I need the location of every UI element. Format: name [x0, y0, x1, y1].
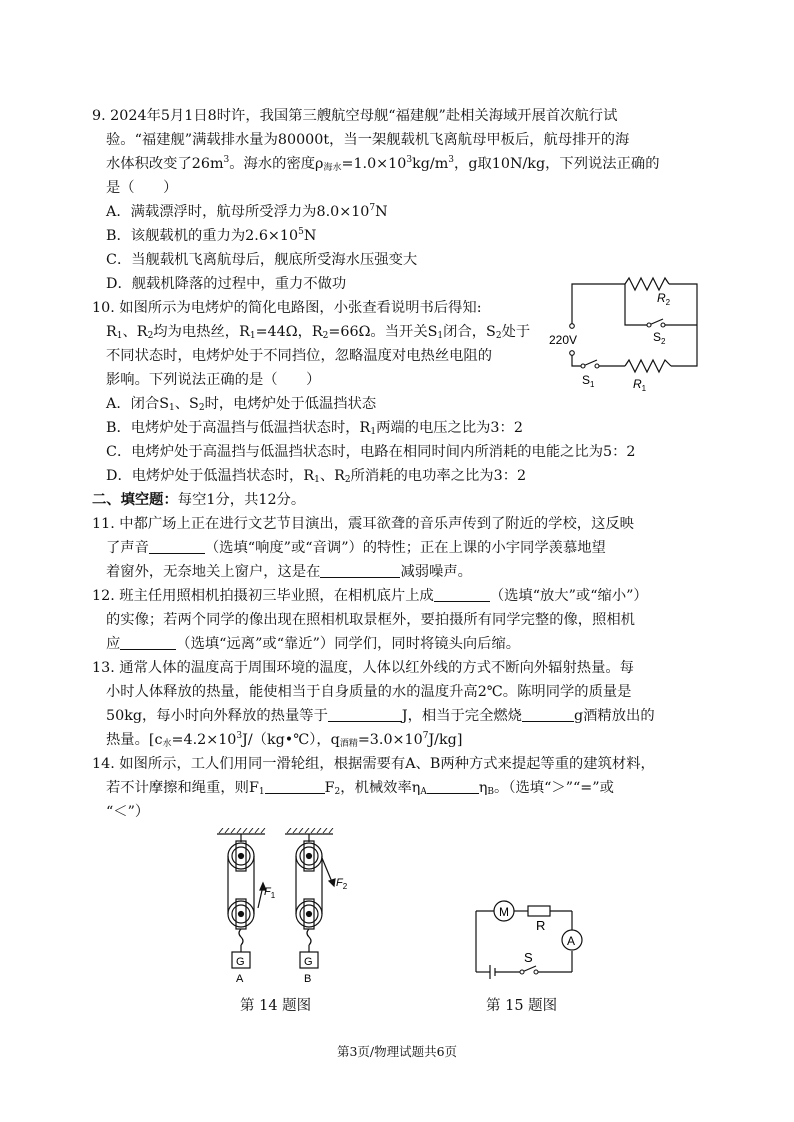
- ammeter-label: A: [567, 934, 576, 948]
- r2-label: R: [657, 291, 666, 305]
- motor-label: M: [499, 905, 509, 919]
- q13-line4: 热量。[$c_水=4.2\times 10^3J/(kg•℃)$，$q_{酒精}=3.0\times 10^7J/kg$]: [106, 731, 463, 749]
- svg-text:R1: $R_1$: [633, 377, 647, 393]
- page-footer: 第3页/物理试题共6页: [336, 1044, 458, 1059]
- q13-line1: 13. 通常人体的温度高于周围环境的温度，人体以红外线的方式不断向外辐射热量。每: [92, 660, 634, 676]
- q14-line2: 若不计摩擦和绳重，则$F_1$ $F_2$，机械效率$\eta_A$ $\eta_B$。（选填“＞”“=”或: [106, 780, 614, 797]
- q10-option-c: C．电烤炉处于高温挡与低温挡状态时，电路在相同时间内所消耗的电能之比为5：2: [106, 444, 636, 460]
- q10-option-d: D．电烤炉处于低温挡状态时，$R_1$、$R_2$所消耗的电功率之比为3：2: [106, 468, 527, 485]
- q13-line3: 50kg，每小时向外释放的热量等于 J，相当于完全燃烧 g酒精放出的: [106, 708, 655, 724]
- q11-line1: 11. 中都广场上正在进行文艺节目演出，震耳欲聋的音乐声传到了附近的学校，这反映: [92, 516, 634, 532]
- q9-line4: 是（ ）: [106, 180, 178, 196]
- answer-blank[interactable]: [434, 587, 490, 602]
- force-f1-label: F: [264, 886, 271, 898]
- voltage-label: 220V: [549, 333, 578, 347]
- answer-blank[interactable]: [522, 707, 574, 722]
- fig14-caption: 第 14 题图: [240, 998, 312, 1014]
- q9-option-a: A．满载漂浮时，航母所受浮力为$8.0\times 10^7N$: [106, 203, 388, 220]
- q10-line4: 影响。下列说法正确的是（ ）: [106, 372, 321, 388]
- weight-b-label: G: [304, 956, 313, 968]
- svg-text:F2: $F_2$: [336, 877, 348, 891]
- answer-blank[interactable]: [427, 779, 479, 794]
- pulley-diagram-q14: [205, 828, 375, 988]
- fig15-caption: 第 15 题图: [486, 998, 558, 1014]
- answer-blank[interactable]: [149, 539, 205, 554]
- svg-text:S2: $S_2$: [653, 330, 666, 346]
- q12-line2: 的实像；若两个同学的像出现在照相机取景框外，要拍摄所有同学完整的像，照相机: [106, 612, 635, 628]
- setup-a-label: A: [236, 973, 244, 985]
- answer-blank[interactable]: [328, 707, 402, 722]
- q13-line2: 小时人体释放的热量，能使相当于自身质量的水的温度升高2℃。陈明同学的质量是: [106, 684, 632, 700]
- answer-blank[interactable]: [120, 635, 176, 650]
- answer-blank[interactable]: [320, 563, 400, 578]
- weight-a-label: G: [236, 956, 245, 968]
- q9-line1: 9. 2024年5月1日8时许，我国第三艘航空母舰“福建舰”赴相关海域开展首次航行试: [92, 108, 618, 124]
- q12-line3: 应 （选填“远离”或“靠近”）同学们，同时将镜头向后缩。: [106, 636, 521, 652]
- q9-line2: 验。“福建舰”满载排水量为80000t，当一架舰载机飞离航母甲板后，航母排开的海: [106, 132, 630, 148]
- circuit-diagram-q15: [468, 895, 593, 980]
- q10-option-a: A．闭合$S_1$、$S_2$时，电烤炉处于低温挡状态: [106, 396, 377, 413]
- force-f2-label: F: [336, 877, 343, 889]
- q9-option-c: C．当舰载机飞离航母后，舰底所受海水压强变大: [106, 252, 418, 268]
- svg-text:S1: $S_1$: [582, 373, 595, 389]
- q10-line2: $R_1$、$R_2$均为电热丝，$R_1=44\Omega$，$R_2=66\Omega$。当开关$S_1$闭合，$S_2$处于: [106, 324, 531, 341]
- q9-option-d: D．舰载机降落的过程中，重力不做功: [106, 276, 347, 292]
- circuit-diagram-q10: [545, 268, 710, 393]
- s2-label: S: [653, 330, 662, 344]
- r1-label: R: [633, 377, 642, 391]
- q10-option-b: B．电烤炉处于高温挡与低温挡状态时，$R_1$两端的电压之比为3：2: [106, 420, 523, 437]
- q14-line3: “＜”）: [106, 804, 150, 820]
- q9-option-b: B．该舰载机的重力为$2.6\times 10^5N$: [106, 227, 317, 244]
- svg-text:R2: $R_2$: [657, 291, 671, 307]
- setup-b-label: B: [304, 973, 312, 985]
- q9-line3: 水体积改变了$26m^3$。海水的密度$\rho_{海水}=1.0\times 10^3kg/m^3$，g取10N/kg，下列说法正确的: [106, 155, 660, 173]
- switch-label: S: [524, 950, 533, 965]
- q12-line1: 12. 班主任用照相机拍摄初三毕业照，在相机底片上成 （选填“放大”或“缩小”）: [92, 588, 648, 604]
- q11-line2: 了声音 （选填“响度”或“音调”）的特性；正在上课的小宇同学羡慕地望: [106, 540, 606, 556]
- q10-line1: 10. 如图所示为电烤炉的简化电路图，小张查看说明书后得知:: [92, 300, 482, 316]
- s1-label: S: [582, 373, 591, 387]
- q10-line3: 不同状态时，电烤炉处于不同挡位，忽略温度对电热丝电阻的: [106, 348, 493, 364]
- answer-blank[interactable]: [265, 779, 325, 794]
- svg-text:F1: $F_1$: [264, 886, 276, 900]
- q11-line3: 着窗外，无奈地关上窗户，这是在 减弱噪声。: [106, 564, 472, 580]
- section-2-heading: 二、填空题：每空1分，共12分。: [92, 492, 306, 508]
- resistor-label: R: [536, 918, 546, 933]
- q14-line1: 14. 如图所示，工人们用同一滑轮组，根据需要有A、B两种方式来提起等重的建筑材料，: [92, 756, 655, 772]
